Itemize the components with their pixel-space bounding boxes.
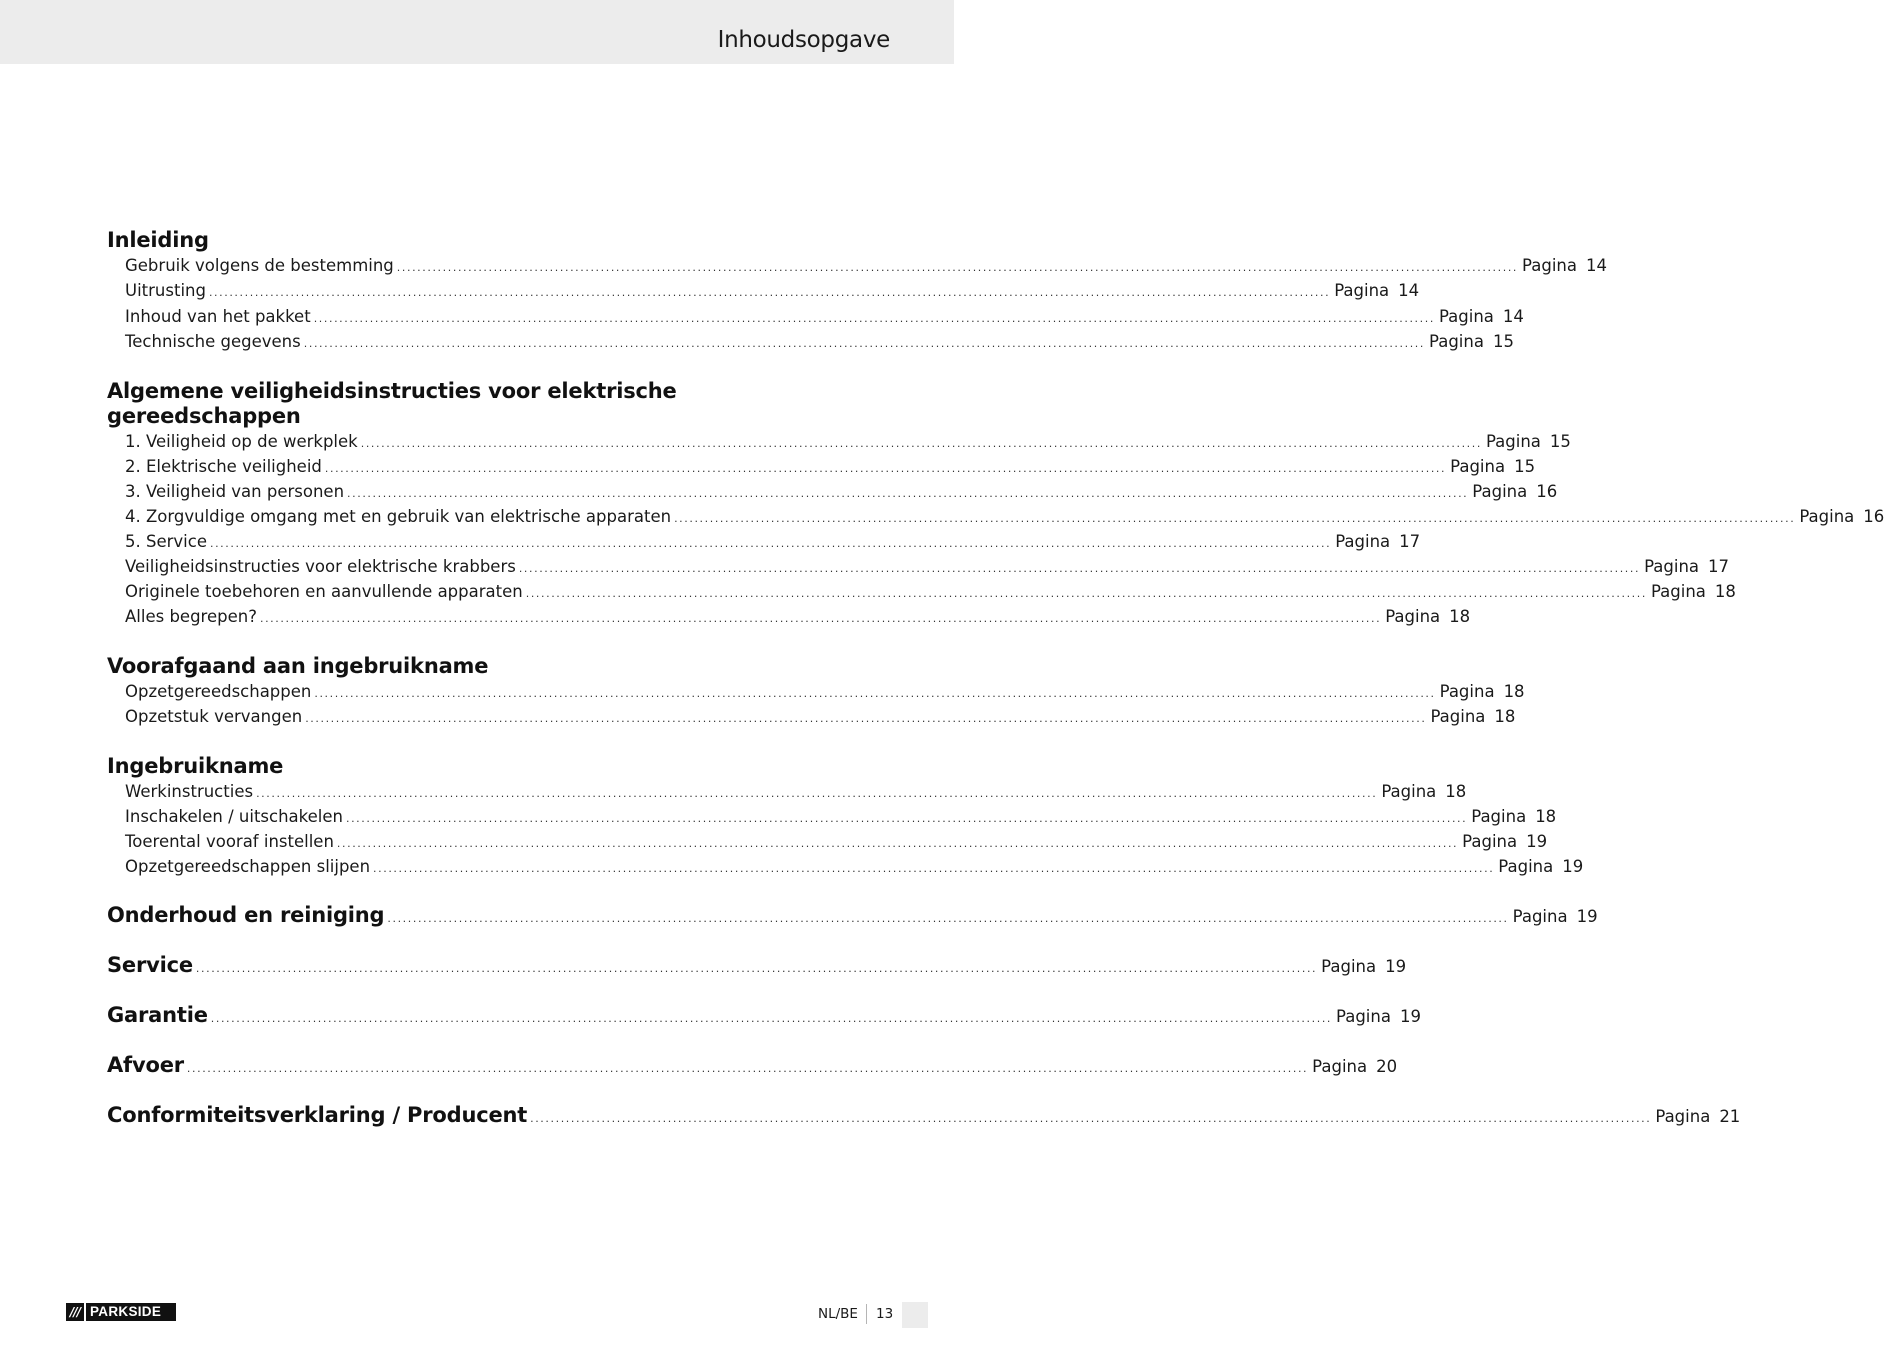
page-number: 18 bbox=[1503, 682, 1525, 701]
toc-entry[interactable]: Inhoud van het pakket ............................................................................................................................................................................................................................ Pagina 14 bbox=[125, 307, 1524, 326]
page-word: Pagina bbox=[1336, 1007, 1391, 1026]
logo-stripes-icon: /// bbox=[66, 1303, 84, 1321]
page-word: Pagina bbox=[1438, 307, 1494, 326]
page-word: Pagina bbox=[1335, 532, 1391, 551]
toc-top-entry-label: Afvoer bbox=[107, 1053, 184, 1077]
toc-entry[interactable]: Technische gegevens ............................................................................................................................................................................................................................ Pagina 15 bbox=[125, 332, 1514, 351]
toc-entry[interactable]: Alles begrepen? ............................................................................................................................................................................................................................ Pagina 18 bbox=[125, 607, 1471, 626]
toc-entry-label: Opzetstuk vervangen bbox=[125, 707, 303, 726]
page-word: Pagina bbox=[1485, 432, 1541, 451]
toc-entry-label: 1. Veiligheid op de werkplek bbox=[125, 432, 358, 451]
toc-entry-label: 3. Veiligheid van personen bbox=[125, 482, 345, 501]
page-number: 19 bbox=[1576, 907, 1598, 926]
page-word: Pagina bbox=[1512, 907, 1568, 926]
page-word: Pagina bbox=[1462, 832, 1518, 851]
page-number: 16 bbox=[1863, 507, 1884, 526]
page-word: Pagina bbox=[1472, 482, 1528, 501]
page-number: 18 bbox=[1494, 707, 1516, 726]
page-number: 18 bbox=[1445, 782, 1467, 801]
page-number: 19 bbox=[1399, 1007, 1421, 1026]
toc-entry-label: Uitrusting bbox=[125, 281, 206, 300]
toc-entry-label: Opzetgereedschappen bbox=[125, 682, 312, 701]
toc-entry[interactable]: Inschakelen / uitschakelen ............................................................................................................................................................................................................................ Pagina 18 bbox=[125, 807, 1557, 826]
toc-entry-label: Inhoud van het pakket bbox=[125, 307, 311, 326]
page-number: 14 bbox=[1502, 307, 1524, 326]
page-word: Pagina bbox=[1471, 807, 1527, 826]
page-number: 15 bbox=[1492, 332, 1514, 351]
toc-entry[interactable]: Veiligheidsinstructies voor elektrische krabbers ............................................................................................................................................................................................................................ Pagina 17 bbox=[125, 557, 1730, 576]
footer-tab bbox=[902, 1302, 928, 1328]
page-word: Pagina bbox=[1321, 957, 1377, 976]
page-word: Pagina bbox=[1381, 782, 1437, 801]
toc-entry[interactable]: 1. Veiligheid op de werkplek ............................................................................................................................................................................................................................ Pagina 15 bbox=[125, 432, 1571, 451]
toc-entry-label: Opzetgereedschappen slijpen bbox=[125, 857, 371, 876]
toc-top-entry-label: Garantie bbox=[107, 1003, 208, 1027]
toc-entry[interactable]: 4. Zorgvuldige omgang met en gebruik van elektrische apparaten ............................................................................................................................................................................................................................ Pagina 16 bbox=[125, 507, 1884, 526]
toc-top-entry-label: Onderhoud en reiniging bbox=[107, 903, 385, 927]
page-word: Pagina bbox=[1439, 682, 1495, 701]
toc-entry[interactable]: Opzetgereedschappen slijpen ............................................................................................................................................................................................................................ Pagina 19 bbox=[125, 857, 1584, 876]
toc-entry-label: 5. Service bbox=[125, 532, 207, 551]
page-number: 17 bbox=[1708, 557, 1730, 576]
page-number: 14 bbox=[1585, 256, 1607, 275]
page-word: Pagina bbox=[1522, 256, 1577, 275]
page-word: Pagina bbox=[1799, 507, 1855, 526]
logo-wordmark: PARKSIDE bbox=[84, 1303, 176, 1321]
toc-top-entry[interactable]: Onderhoud en reiniging ............................................................................................................................................................................................................................ Pagina 19 bbox=[107, 903, 1598, 927]
toc-entry-label: Inschakelen / uitschakelen bbox=[125, 807, 343, 826]
toc-entry-label: Veiligheidsinstructies voor elektrische krabbers bbox=[125, 557, 516, 576]
page-number: 18 bbox=[1535, 807, 1557, 826]
toc-entry[interactable]: Toerental vooraf instellen ............................................................................................................................................................................................................................ Pagina 19 bbox=[125, 832, 1548, 851]
parkside-logo bbox=[66, 1303, 176, 1321]
toc-entry[interactable]: Werkinstructies ............................................................................................................................................................................................................................ Pagina 18 bbox=[125, 782, 1467, 801]
page-title: Inhoudsopgave bbox=[717, 27, 890, 53]
section-title-ingebruikname: Ingebruikname bbox=[107, 754, 284, 778]
section-title-veiligheid-line1: Algemene veiligheidsinstructies voor elektrische bbox=[107, 379, 677, 403]
page-number: 14 bbox=[1398, 281, 1420, 300]
page-number: 19 bbox=[1526, 832, 1548, 851]
language-code: NL/BE bbox=[818, 1306, 858, 1322]
toc-entry[interactable]: 5. Service ............................................................................................................................................................................................................................ Pagina 17 bbox=[125, 532, 1421, 551]
page-number: 15 bbox=[1514, 457, 1536, 476]
page-word: Pagina bbox=[1334, 281, 1390, 300]
page-word: Pagina bbox=[1312, 1057, 1368, 1076]
page-number-footer: 13 bbox=[876, 1306, 894, 1322]
page-number: 17 bbox=[1399, 532, 1421, 551]
toc-entry-label: Originele toebehoren en aanvullende apparaten bbox=[125, 582, 523, 601]
page-word: Pagina bbox=[1644, 557, 1700, 576]
page-number: 18 bbox=[1714, 582, 1736, 601]
toc-top-entry[interactable]: Afvoer ............................................................................................................................................................................................................................ Pagina 20 bbox=[107, 1053, 1398, 1077]
page-number: 19 bbox=[1562, 857, 1584, 876]
toc-entry[interactable]: 3. Veiligheid van personen ............................................................................................................................................................................................................................ Pagina 16 bbox=[125, 482, 1558, 501]
page-word: Pagina bbox=[1430, 707, 1486, 726]
toc-entry-label: 2. Elektrische veiligheid bbox=[125, 457, 322, 476]
toc-top-entry[interactable]: Garantie ............................................................................................................................................................................................................................ Pagina 19 bbox=[107, 1003, 1421, 1027]
page-number: 16 bbox=[1536, 482, 1558, 501]
section-title-inleiding: Inleiding bbox=[107, 228, 209, 252]
section-title-voorafgaand: Voorafgaand aan ingebruikname bbox=[107, 654, 489, 678]
toc-entry[interactable]: Gebruik volgens de bestemming ............................................................................................................................................................................................................................ Pagina 14 bbox=[125, 256, 1607, 275]
footer-divider bbox=[866, 1304, 867, 1324]
toc-entry-label: Werkinstructies bbox=[125, 782, 254, 801]
page-number: 20 bbox=[1376, 1057, 1398, 1076]
page-word: Pagina bbox=[1429, 332, 1484, 351]
section-title-veiligheid-line2: gereedschappen bbox=[107, 404, 301, 428]
page-word: Pagina bbox=[1450, 457, 1506, 476]
page-number: 15 bbox=[1549, 432, 1571, 451]
toc-top-entry[interactable]: Service ............................................................................................................................................................................................................................ Pagina 19 bbox=[107, 953, 1407, 977]
toc-entry[interactable]: Opzetstuk vervangen ............................................................................................................................................................................................................................ Pagina 18 bbox=[125, 707, 1516, 726]
toc-entry[interactable]: 2. Elektrische veiligheid ............................................................................................................................................................................................................................ Pagina 15 bbox=[125, 457, 1536, 476]
toc-entry-label: Toerental vooraf instellen bbox=[125, 832, 334, 851]
toc-entry-label: Alles begrepen? bbox=[125, 607, 257, 626]
toc-entry[interactable]: Originele toebehoren en aanvullende apparaten ............................................................................................................................................................................................................................ Pagina 18 bbox=[125, 582, 1736, 601]
toc-entry-label: Gebruik volgens de bestemming bbox=[125, 256, 394, 275]
page-word: Pagina bbox=[1498, 857, 1554, 876]
toc-entry[interactable]: Opzetgereedschappen ............................................................................................................................................................................................................................ Pagina 18 bbox=[125, 682, 1525, 701]
toc-top-entry-label: Conformiteitsverklaring / Producent bbox=[107, 1103, 528, 1127]
page-number: 19 bbox=[1385, 957, 1407, 976]
page-number: 21 bbox=[1719, 1107, 1741, 1126]
toc-entry-label: Technische gegevens bbox=[125, 332, 301, 351]
toc-entry-label: 4. Zorgvuldige omgang met en gebruik van elektrische apparaten bbox=[125, 507, 672, 526]
page-word: Pagina bbox=[1650, 582, 1706, 601]
page-number: 18 bbox=[1449, 607, 1471, 626]
toc-top-entry-label: Service bbox=[107, 953, 193, 977]
toc-entry[interactable]: Uitrusting ............................................................................................................................................................................................................................ Pagina 14 bbox=[125, 281, 1420, 300]
page-word: Pagina bbox=[1655, 1107, 1711, 1126]
page-word: Pagina bbox=[1385, 607, 1441, 626]
toc-top-entry[interactable]: Conformiteitsverklaring / Producent ............................................................................................................................................................................................................................ Pagina 21 bbox=[107, 1103, 1741, 1127]
